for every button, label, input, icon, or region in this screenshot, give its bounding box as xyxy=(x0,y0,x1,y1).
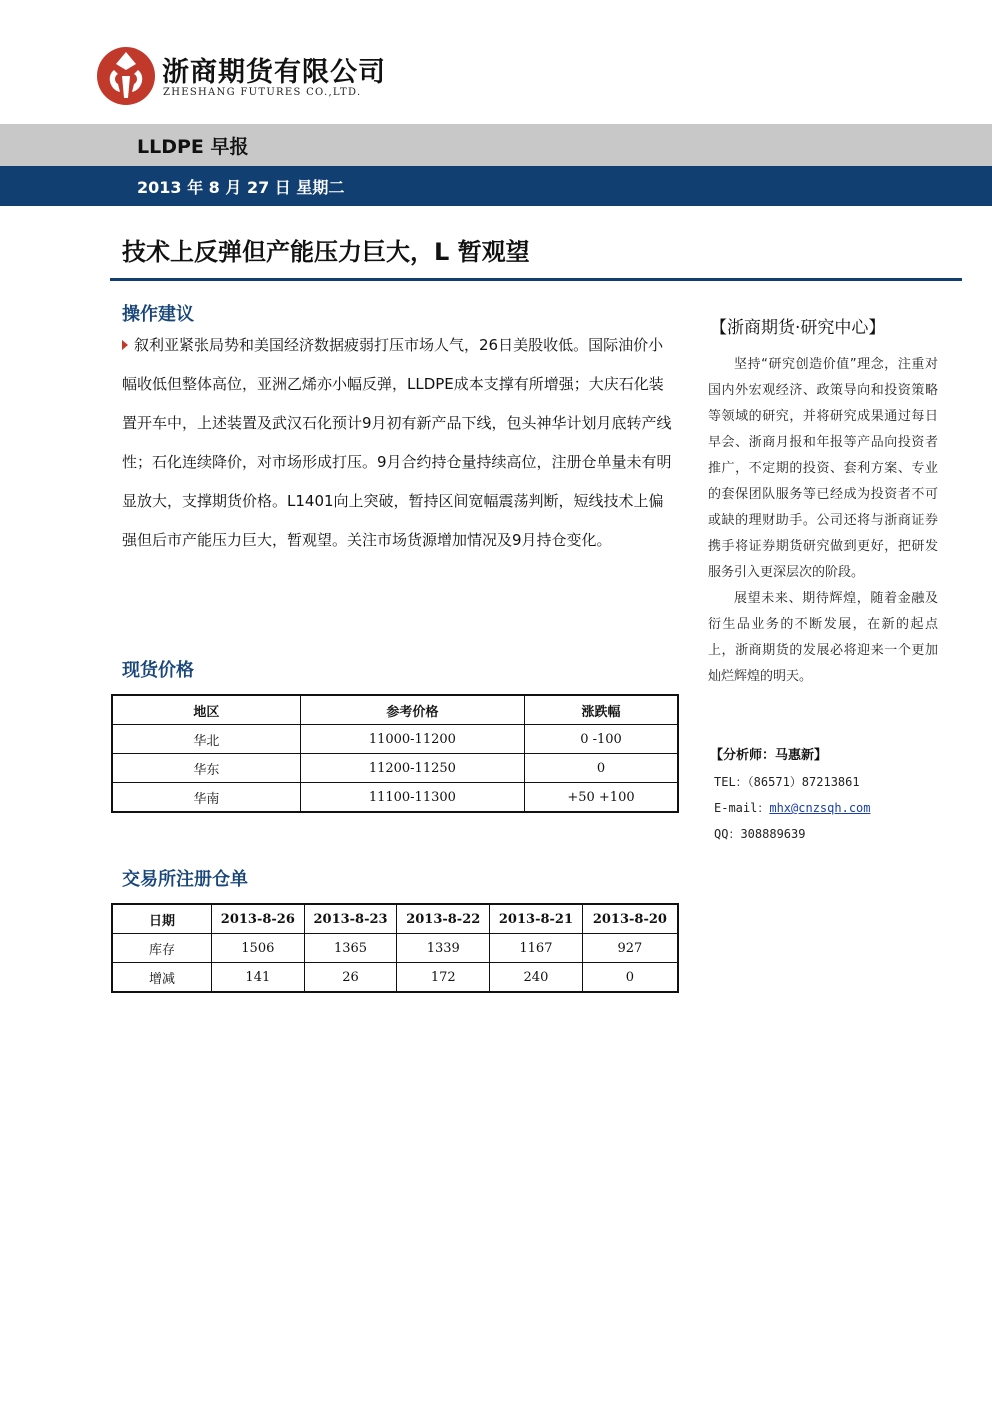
warrants-title: 交易所注册仓单 xyxy=(122,869,248,890)
advice-text: 叙利亚紧张局势和美国经济数据疲弱打压市场人气，26日美股收低。国际油价小幅收低但整体高位，亚洲乙烯亦小幅反弹，LLDPE成本支撑有所增强；大庆石化装置开车中，上述装置及武汉石化预计9月初有新产品下线，包头神华计划月底转产线性；石化连续降价，对市场形成打压。9月合约持仓量持续高位，注册仓单量未有明显放大，支撑期货价格。L1401向上突破，暂持区间宽幅震荡判断，短线技术上偏强但后市产能压力巨大，暂观望。关注市场货源增加情况及9月持仓变化。 xyxy=(122,336,672,549)
row-label-cell: 库存 xyxy=(112,934,211,963)
region-cell: 华北 xyxy=(112,725,300,754)
header-cell: 参考价格 xyxy=(300,695,524,725)
advice-paragraph xyxy=(122,326,672,560)
table-row xyxy=(112,754,678,783)
headline: 技术上反弹但产能压力巨大，L 暂观望 xyxy=(122,238,530,266)
value-cell: 172 xyxy=(397,963,490,993)
research-center-body xyxy=(708,352,938,690)
value-cell: 1506 xyxy=(211,934,304,963)
value-cell: 1339 xyxy=(397,934,490,963)
row-label-cell: 增减 xyxy=(112,963,211,993)
value-cell: 1365 xyxy=(304,934,397,963)
value-cell: 1167 xyxy=(490,934,583,963)
value-cell: 26 xyxy=(304,963,397,993)
table-row xyxy=(112,725,678,754)
company-logo xyxy=(96,46,156,106)
table-row xyxy=(112,934,678,963)
spot-title: 现货价格 xyxy=(122,660,194,681)
value-cell: 240 xyxy=(490,963,583,993)
table-header-row xyxy=(112,904,678,934)
price-cell: 11200-11250 xyxy=(300,754,524,783)
header-cell: 地区 xyxy=(112,695,300,725)
report-type: LLDPE 早报 xyxy=(137,136,249,158)
report-date: 2013 年 8 月 27 日 星期二 xyxy=(137,178,345,197)
change-cell: 0 xyxy=(524,754,678,783)
research-center-title: 【浙商期货·研究中心】 xyxy=(710,318,886,338)
table-row xyxy=(112,963,678,993)
value-cell: 0 xyxy=(582,963,678,993)
header-cell: 2013-8-26 xyxy=(211,904,304,934)
research-center-para: 坚持“研究创造价值”理念，注重对国内外宏观经济、政策导向和投资策略等领域的研究，并将研究成果通过每日早会、浙商月报和年报等产品向投资者推广，不定期的投资、套利方案、专业的套保团队服务等已经成为投资者不可或缺的理财助手。公司还将与浙商证券携手将证券期货研究做到更好，把研发服务引入更深层次的阶段。 xyxy=(708,357,938,580)
header-cell: 涨跌幅 xyxy=(524,695,678,725)
analyst-tel: TEL：（86571）87213861 xyxy=(714,775,860,789)
spot-price-table xyxy=(111,694,679,813)
email-link[interactable]: mhx@cnzsqh.com xyxy=(769,801,871,815)
report-type-band xyxy=(0,124,992,166)
value-cell: 927 xyxy=(582,934,678,963)
analyst-email xyxy=(714,799,871,816)
date-band xyxy=(0,166,992,206)
region-cell: 华南 xyxy=(112,783,300,813)
research-center-para: 展望未来、期待辉煌，随着金融及衍生品业务的不断发展，在新的起点上，浙商期货的发展必将迎来一个更加灿烂辉煌的明天。 xyxy=(708,591,938,684)
value-cell: 141 xyxy=(211,963,304,993)
bullet-arrow-icon xyxy=(122,340,128,350)
price-cell: 11100-11300 xyxy=(300,783,524,813)
price-cell: 11000-11200 xyxy=(300,725,524,754)
headline-divider xyxy=(110,278,962,281)
header-cell: 2013-8-22 xyxy=(397,904,490,934)
analyst-label: 【分析师：马惠新】 xyxy=(710,748,828,763)
analyst-qq: QQ：308889639 xyxy=(714,827,806,841)
warrant-table xyxy=(111,903,679,993)
header-cell: 2013-8-21 xyxy=(490,904,583,934)
table-row xyxy=(112,783,678,813)
change-cell: 0 -100 xyxy=(524,725,678,754)
header-cell: 2013-8-23 xyxy=(304,904,397,934)
region-cell: 华东 xyxy=(112,754,300,783)
table-header-row xyxy=(112,695,678,725)
change-cell: +50 +100 xyxy=(524,783,678,813)
header-cell: 日期 xyxy=(112,904,211,934)
company-name-en: ZHESHANG FUTURES CO.,LTD. xyxy=(163,87,362,98)
company-name: 浙商期货有限公司 xyxy=(162,57,386,88)
email-label: E-mail： xyxy=(714,801,770,815)
header-cell: 2013-8-20 xyxy=(582,904,678,934)
advice-title: 操作建议 xyxy=(122,304,194,325)
